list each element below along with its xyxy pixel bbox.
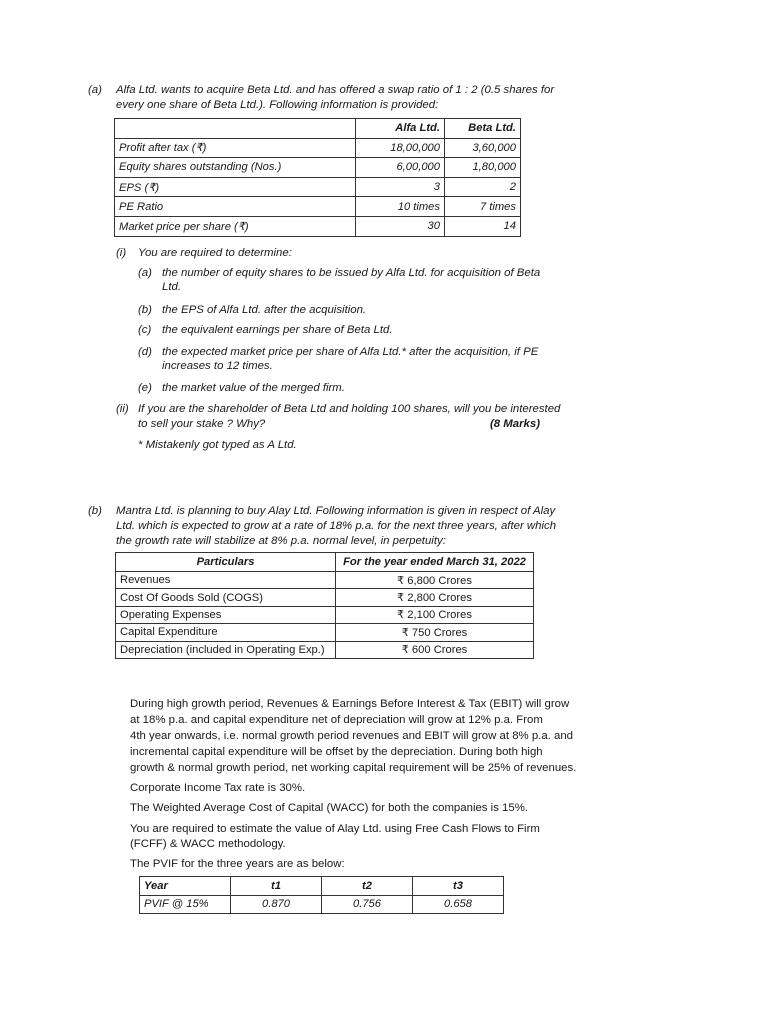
question-i-label: (i) [116,247,127,259]
subquestion-label: (e) [138,382,152,394]
subquestion-text: the expected market price per share of Alfa Ltd.* after the acquisition, if PE [162,346,539,358]
table-cell: 10 times [356,197,445,217]
table-cell: ₹ 600 Crores [336,641,534,658]
table-cell: 1,80,000 [445,158,521,178]
subquestion-text-cont: Ltd. [162,281,181,293]
table-cell: 0.870 [231,895,322,914]
subquestion-label: (c) [138,324,152,336]
table-cell: 14 [445,216,521,236]
question-ii-text-cont: to sell your stake ? Why? [138,418,266,430]
table-cell: 3,60,000 [445,138,521,158]
table-row [116,589,534,606]
table-cell: Cost Of Goods Sold (COGS) [116,589,336,606]
table-header-t3: t3 [413,877,504,896]
table-cell: Operating Expenses [116,606,336,623]
subquestion-label: (d) [138,346,152,358]
table-cell: Market price per share (₹) [115,216,356,236]
part-b-intro-line-2: Ltd. which is expected to grow at a rate of 18% p.a. for the next three years, after which [116,520,557,532]
task-text-cont: (FCFF) & WACC methodology. [130,838,286,850]
table-header-row [116,553,534,572]
table-cell: ₹ 2,800 Crores [336,589,534,606]
table-cell: 7 times [445,197,521,217]
table-cell: 6,00,000 [356,158,445,178]
table-row [140,895,504,914]
table-header-row [140,877,504,896]
table-cell: Profit after tax (₹) [115,138,356,158]
table-cell: PE Ratio [115,197,356,217]
table-cell: ₹ 6,800 Crores [336,572,534,589]
question-ii-label: (ii) [116,403,129,415]
pvif-table [139,876,504,914]
wacc-text: The Weighted Average Cost of Capital (WACC) for both the companies is 15%. [130,802,529,814]
question-i-text: You are required to determine: [138,247,292,259]
table-cell: 0.658 [413,895,504,914]
table-cell: Revenues [116,572,336,589]
table-header-beta: Beta Ltd. [445,119,521,139]
paragraph-line: During high growth period, Revenues & Earnings Before Interest & Tax (EBIT) will grow [130,698,570,710]
task-text: You are required to estimate the value of Alay Ltd. using Free Cash Flows to Firm [130,823,540,835]
financials-table [115,552,534,659]
table-header-t2: t2 [322,877,413,896]
subquestion-text-cont: increases to 12 times. [162,360,273,372]
table-row [116,641,534,658]
part-b-intro-line-1: Mantra Ltd. is planning to buy Alay Ltd. Following information is given in respect of Alay [116,505,556,517]
table-cell: ₹ 750 Crores [336,624,534,641]
table-cell: PVIF @ 15% [140,895,231,914]
table-header-t1: t1 [231,877,322,896]
table-header-year: For the year ended March 31, 2022 [336,553,534,572]
table-row [115,177,521,197]
table-cell: 18,00,000 [356,138,445,158]
table-cell: ₹ 2,100 Crores [336,606,534,623]
table-header-year: Year [140,877,231,896]
subquestion-text: the EPS of Alfa Ltd. after the acquisition. [162,304,367,316]
table-row [115,158,521,178]
table-header-alfa: Alfa Ltd. [356,119,445,139]
part-a-label: (a) [88,84,102,96]
table-header-blank [115,119,356,139]
table-cell: Capital Expenditure [116,624,336,641]
table-row [116,606,534,623]
table-header-row [115,119,521,139]
paragraph-line: 4th year onwards, i.e. normal growth period revenues and EBIT will grow at 8% p.a. and [130,730,573,742]
question-ii-text: If you are the shareholder of Beta Ltd and holding 100 shares, will you be interested [138,403,561,415]
table-row [116,624,534,641]
table-cell: 3 [356,177,445,197]
company-comparison-table [114,118,521,237]
paragraph-line: incremental capital expenditure will be offset by the depreciation. During both high [130,746,543,758]
table-cell: 0.756 [322,895,413,914]
subquestion-label: (a) [138,267,152,279]
table-cell: 2 [445,177,521,197]
tax-rate-text: Corporate Income Tax rate is 30%. [130,782,306,794]
table-cell: 30 [356,216,445,236]
subquestion-text: the market value of the merged firm. [162,382,345,394]
subquestion-label: (b) [138,304,152,316]
part-b-label: (b) [88,505,102,517]
paragraph-line: at 18% p.a. and capital expenditure net of depreciation will grow at 12% p.a. From [130,714,543,726]
pvif-intro: The PVIF for the three years are as below: [130,858,345,870]
subquestion-text: the equivalent earnings per share of Beta Ltd. [162,324,393,336]
footnote: * Mistakenly got typed as A Ltd. [138,439,297,451]
table-cell: EPS (₹) [115,177,356,197]
table-row [115,197,521,217]
table-row [115,138,521,158]
table-cell: Equity shares outstanding (Nos.) [115,158,356,178]
paragraph-line: growth & normal growth period, net working capital requirement will be 25% of revenues. [130,762,577,774]
table-cell: Depreciation (included in Operating Exp.) [116,641,336,658]
table-row [116,572,534,589]
part-a-intro-line-2: every one share of Beta Ltd.). Following information is provided: [116,99,439,111]
table-header-particulars: Particulars [116,553,336,572]
subquestion-text: the number of equity shares to be issued by Alfa Ltd. for acquisition of Beta [162,267,541,279]
part-b-intro-line-3: the growth rate will stabilize at 8% p.a. normal level, in perpetuity: [116,535,446,547]
marks-badge: (8 Marks) [490,418,541,430]
part-a-intro-line-1: Alfa Ltd. wants to acquire Beta Ltd. and has offered a swap ratio of 1 : 2 (0.5 shares for [116,84,555,96]
table-row [115,216,521,236]
